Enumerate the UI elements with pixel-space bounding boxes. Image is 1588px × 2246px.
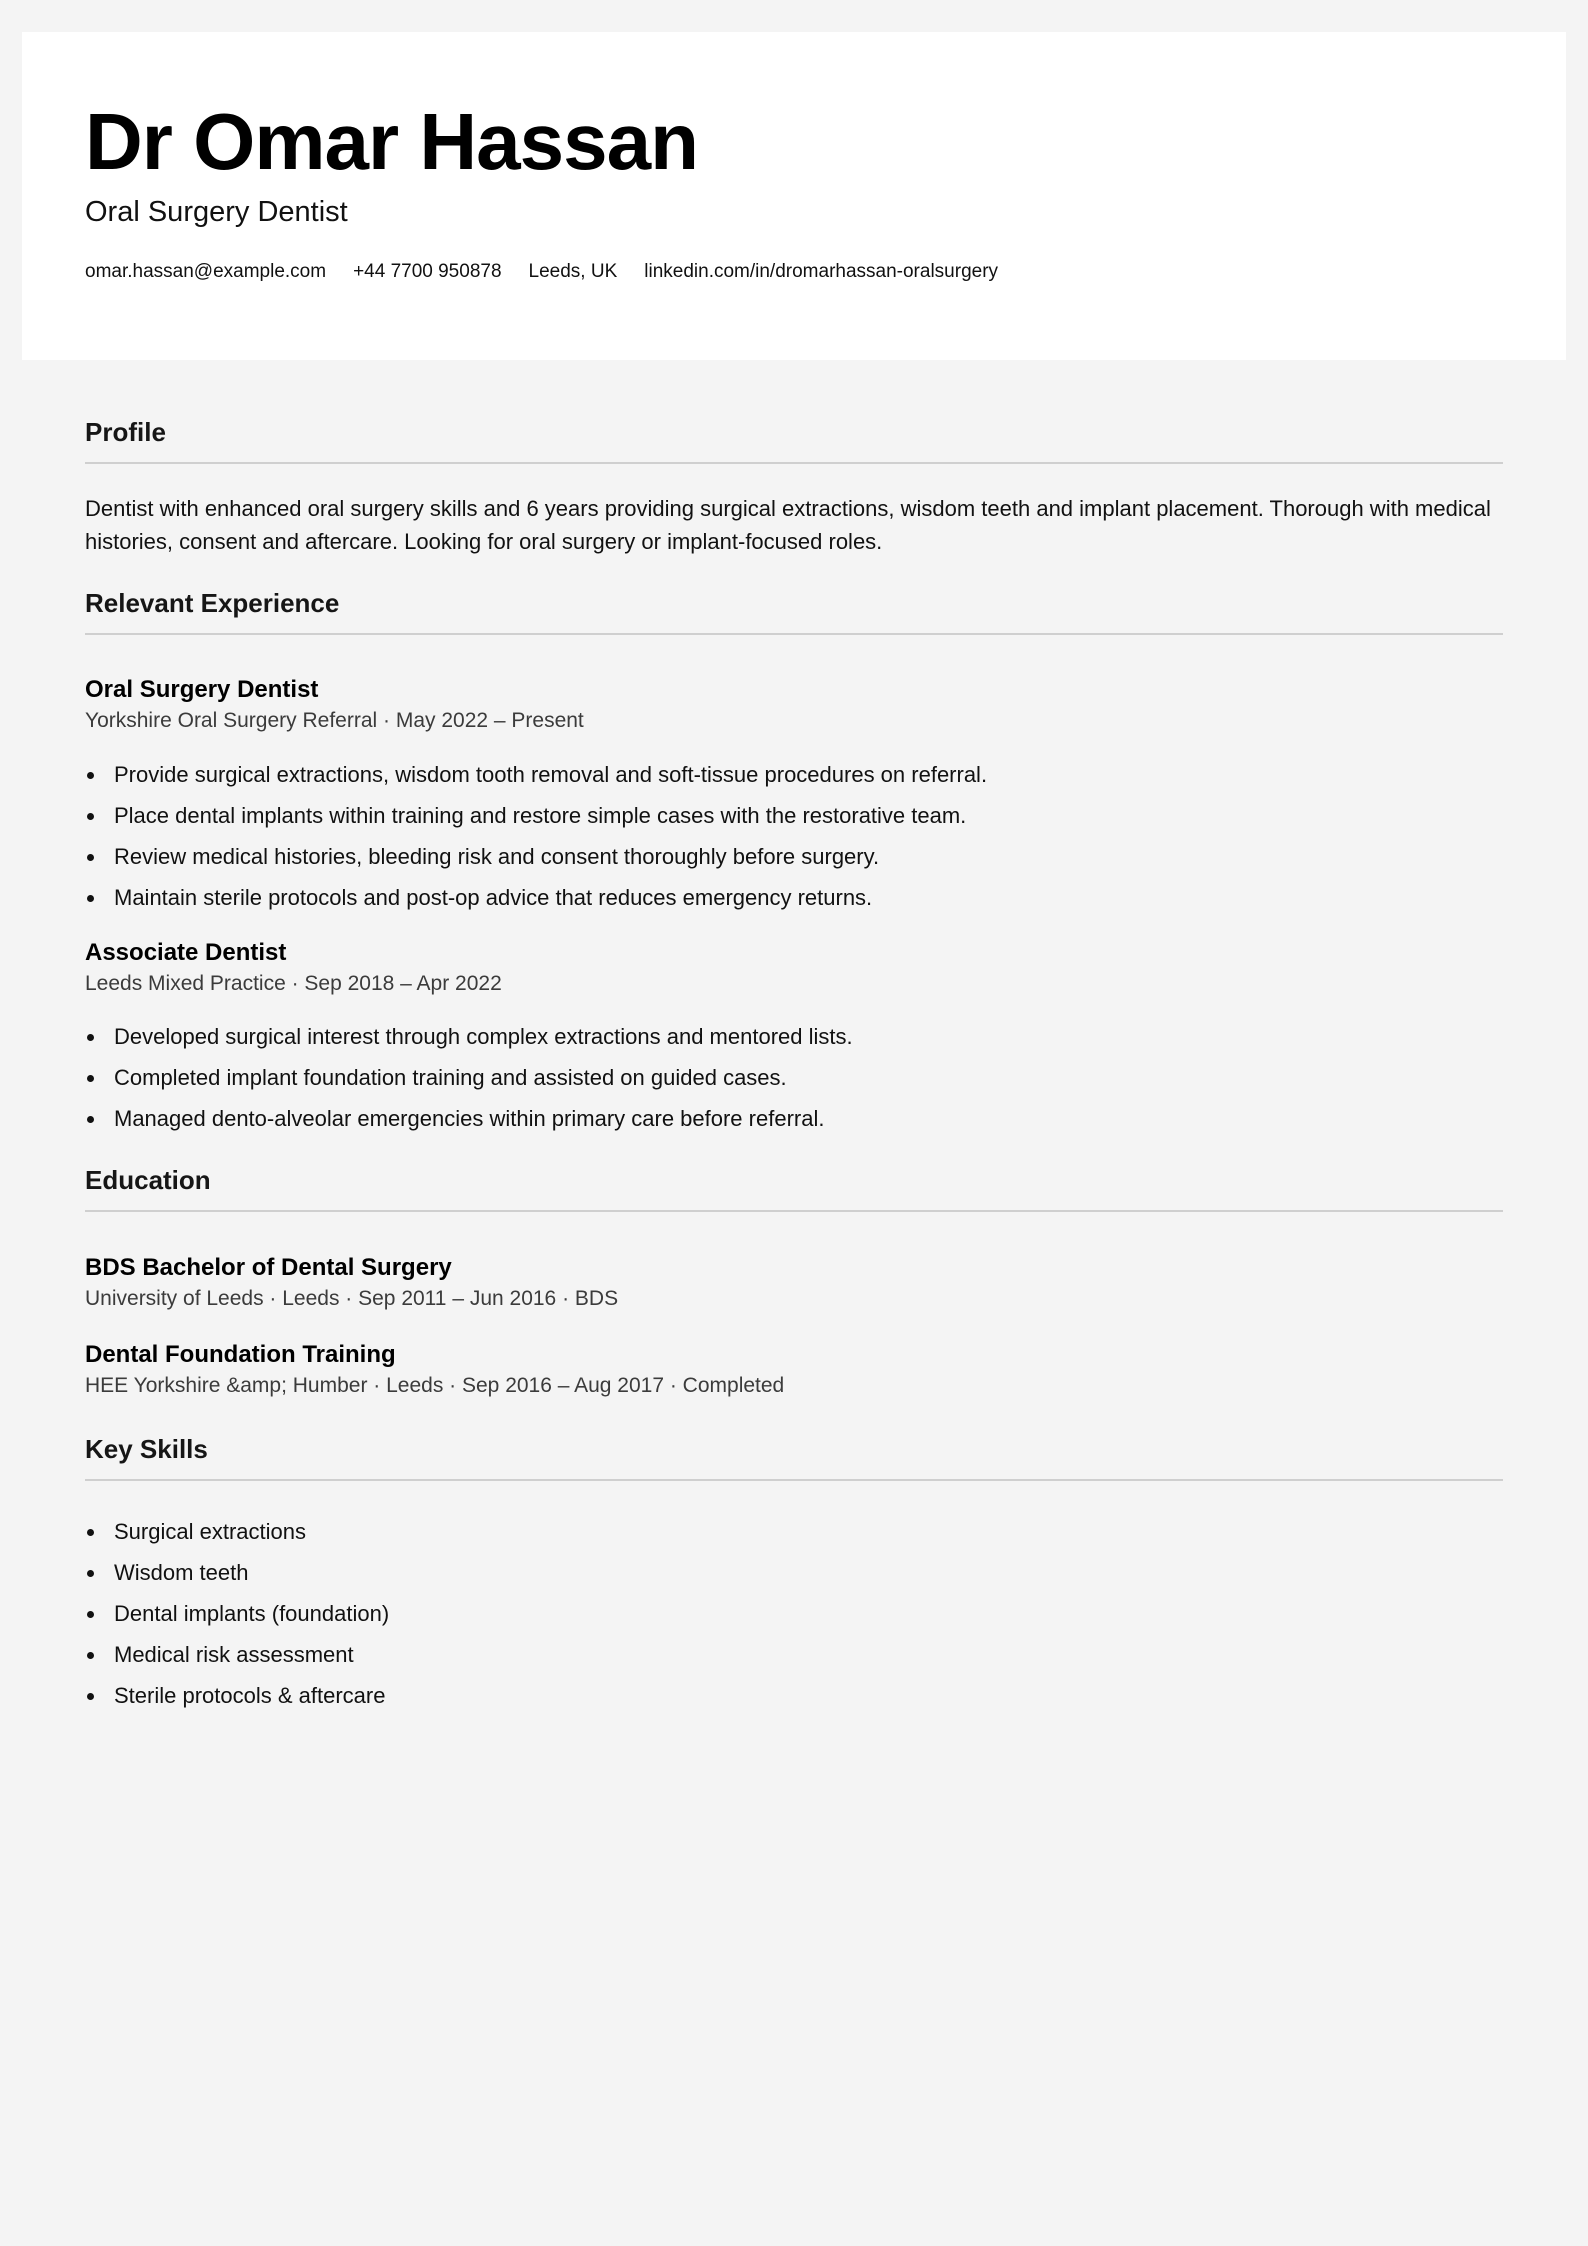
list-item (85, 1675, 1503, 1716)
bullet-icon (87, 772, 94, 779)
experience-meta: Yorkshire Oral Surgery Referral · May 2022 – Present (85, 709, 584, 732)
bullet-icon (87, 813, 94, 820)
list-item (85, 1634, 1503, 1675)
skill-text: Surgical extractions (114, 1519, 306, 1544)
contact-email: omar.hassan@example.com (85, 261, 327, 282)
education-meta: University of Leeds · Leeds · Sep 2011 – Jun 2016 · BDS (85, 1287, 619, 1310)
education-title: BDS Bachelor of Dental Surgery (85, 1254, 452, 1281)
experience-section (85, 587, 1503, 635)
contact-phone: +44 7700 950878 (353, 261, 502, 282)
profile-summary: Dentist with enhanced oral surgery skills and 6 years providing surgical extractions, wisdom teeth and implant placement. Thorough with medical histories, consent and aftercare. Looking for oral surgery or implant-focused roles. (85, 496, 1491, 554)
bullet-icon (87, 1570, 94, 1577)
education-entry (85, 1252, 1503, 1314)
skill-text: Dental implants (foundation) (114, 1601, 390, 1626)
header-card (22, 32, 1566, 360)
list-item (85, 1016, 1503, 1057)
skills-section (85, 1433, 1503, 1481)
bullet-icon (87, 1116, 94, 1123)
bullet-text: Place dental implants within training and restore simple cases with the restorative team. (114, 803, 967, 828)
list-item (85, 1552, 1503, 1593)
list-item (85, 1098, 1503, 1139)
bullet-text: Developed surgical interest through complex extractions and mentored lists. (114, 1024, 853, 1049)
bullet-icon (87, 1529, 94, 1536)
skill-text: Sterile protocols & aftercare (114, 1683, 386, 1708)
experience-title: Associate Dentist (85, 939, 287, 966)
education-entry (85, 1339, 1503, 1401)
bullet-icon (87, 1652, 94, 1659)
list-item (85, 1593, 1503, 1634)
experience-bullets (85, 1016, 1503, 1139)
bullet-text: Completed implant foundation training and assisted on guided cases. (114, 1065, 787, 1090)
list-item (85, 754, 1503, 795)
bullet-icon (87, 1075, 94, 1082)
job-title: Oral Surgery Dentist (85, 196, 348, 228)
bullet-text: Maintain sterile protocols and post-op advice that reduces emergency returns. (114, 885, 873, 910)
contact-line (85, 261, 998, 284)
contact-linkedin: linkedin.com/in/dromarhassan-oralsurgery (644, 261, 999, 282)
section-divider (85, 633, 1503, 635)
section-heading-skills: Key Skills (85, 1434, 208, 1464)
bullet-text: Review medical histories, bleeding risk and consent thoroughly before surgery. (114, 844, 880, 869)
bullet-icon (87, 1693, 94, 1700)
section-heading-profile: Profile (85, 417, 166, 447)
education-section (85, 1164, 1503, 1212)
experience-entry (85, 937, 1503, 999)
skill-text: Wisdom teeth (114, 1560, 249, 1585)
bullet-icon (87, 1611, 94, 1618)
bullet-icon (87, 854, 94, 861)
experience-title: Oral Surgery Dentist (85, 676, 319, 703)
section-heading-education: Education (85, 1165, 211, 1195)
section-divider (85, 1479, 1503, 1481)
contact-location: Leeds, UK (528, 261, 618, 282)
education-meta: HEE Yorkshire &amp; Humber · Leeds · Sep 2016 – Aug 2017 · Completed (85, 1374, 785, 1397)
list-item (85, 1057, 1503, 1098)
section-heading-experience: Relevant Experience (85, 588, 340, 618)
section-divider (85, 462, 1503, 464)
list-item (85, 795, 1503, 836)
experience-bullets (85, 754, 1503, 918)
education-title: Dental Foundation Training (85, 1341, 396, 1368)
skills-list (85, 1511, 1503, 1716)
bullet-icon (87, 1034, 94, 1041)
skill-text: Medical risk assessment (114, 1642, 354, 1667)
list-item (85, 877, 1503, 918)
experience-meta: Leeds Mixed Practice · Sep 2018 – Apr 2022 (85, 972, 502, 995)
bullet-text: Managed dento-alveolar emergencies within primary care before referral. (114, 1106, 825, 1131)
list-item (85, 836, 1503, 877)
experience-entry (85, 674, 1503, 736)
bullet-icon (87, 895, 94, 902)
bullet-text: Provide surgical extractions, wisdom tooth removal and soft-tissue procedures on referral. (114, 762, 988, 787)
profile-section (85, 416, 1503, 464)
section-divider (85, 1210, 1503, 1212)
candidate-name: Dr Omar Hassan (85, 97, 698, 186)
list-item (85, 1511, 1503, 1552)
